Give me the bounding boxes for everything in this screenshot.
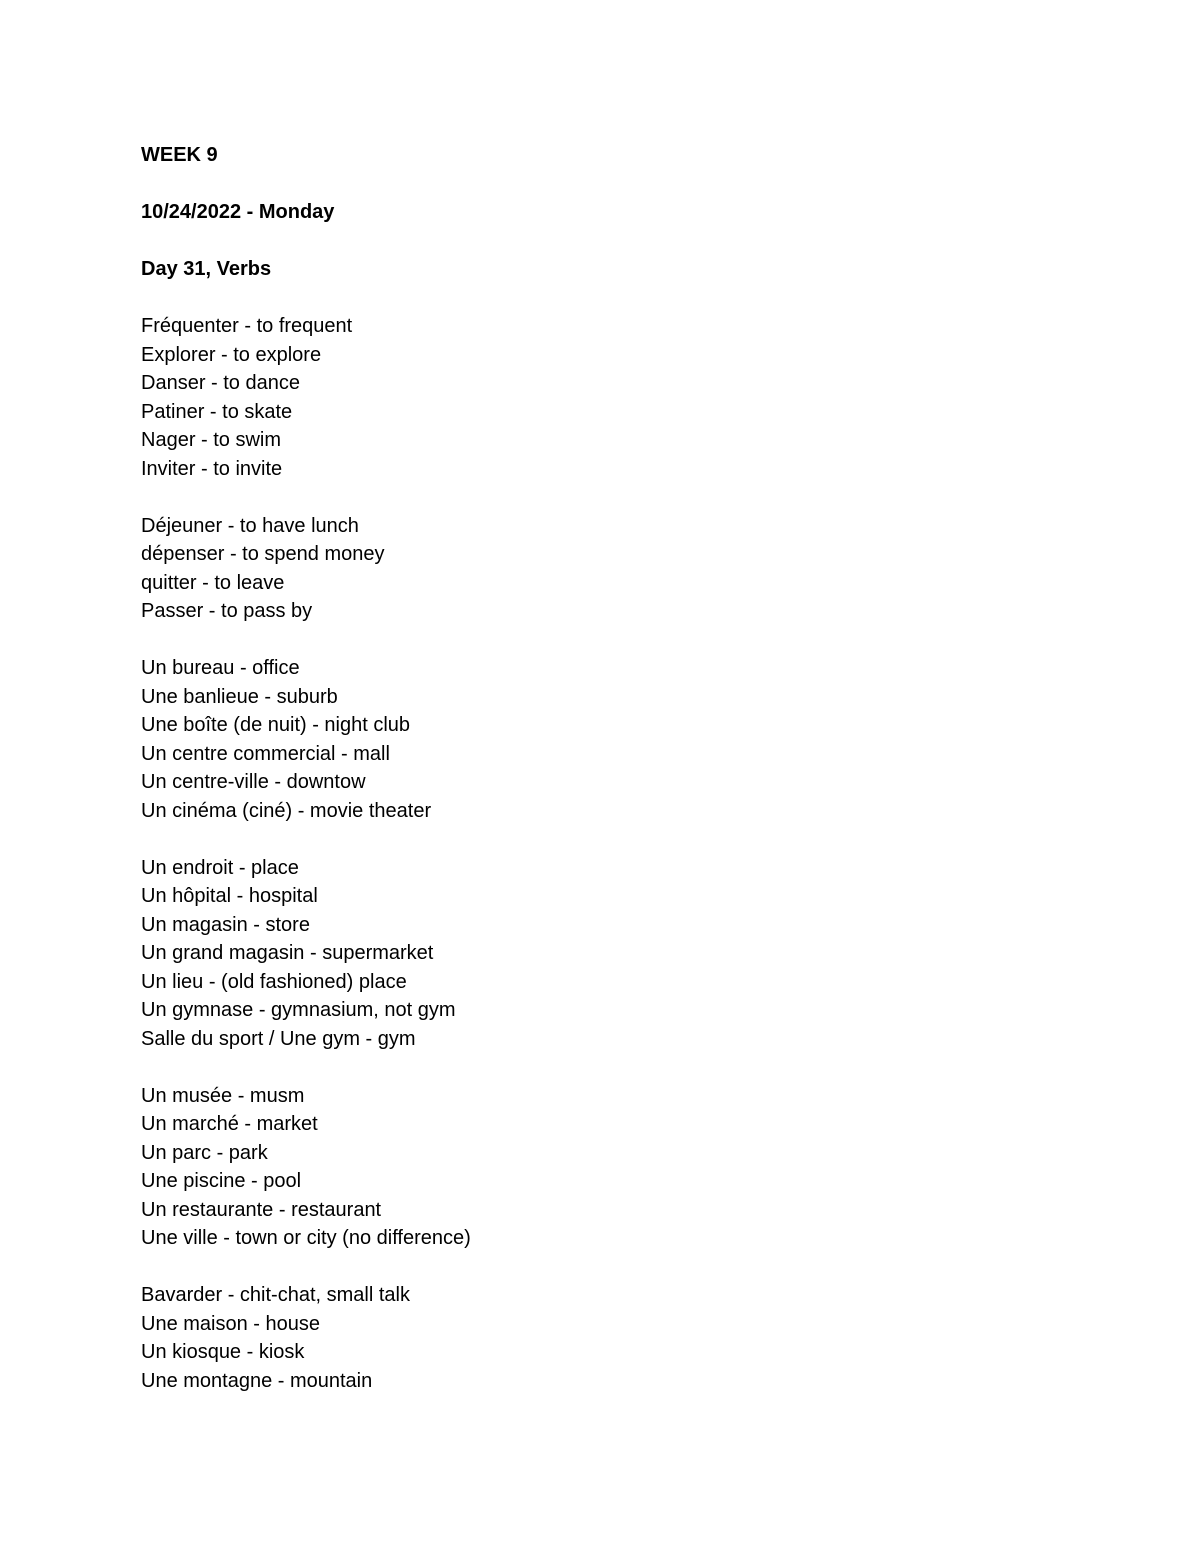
vocab-line: Danser - to dance — [141, 372, 300, 394]
vocab-group-places-2 — [141, 854, 1041, 1054]
day-heading: Day 31, Verbs — [141, 258, 272, 280]
document-body — [141, 141, 1041, 1395]
vocab-line: Bavarder - chit-chat, small talk — [141, 1284, 410, 1306]
vocab-line: Salle du sport / Une gym - gym — [141, 1027, 416, 1050]
vocab-line: Une boîte (de nuit) - night club — [141, 714, 411, 736]
vocab-line: Déjeuner - to have lunch — [141, 514, 359, 537]
vocab-line: Une piscine - pool — [141, 1170, 302, 1192]
vocab-line: Un centre commercial - mall — [141, 742, 390, 765]
vocab-line: Passer - to pass by — [141, 600, 313, 622]
vocab-group-places-3 — [141, 1082, 1041, 1253]
spacer — [141, 626, 1041, 655]
vocab-line: Un bureau - office — [141, 657, 300, 679]
vocab-line: Un lieu - (old fashioned) place — [141, 970, 407, 993]
vocab-line: Explorer - to explore — [141, 343, 322, 366]
vocab-line: dépenser - to spend money — [141, 543, 385, 565]
vocab-line: Inviter - to invite — [141, 457, 283, 480]
vocab-line: Un cinéma (ciné) - movie theater — [141, 799, 432, 822]
vocab-line: Un grand magasin - supermarket — [141, 942, 434, 964]
vocab-line: Patiner - to skate — [141, 400, 293, 423]
spacer — [141, 284, 1041, 313]
vocab-line: Une montagne - mountain — [141, 1369, 373, 1392]
date-heading: 10/24/2022 - Monday — [141, 201, 335, 223]
vocab-group-misc — [141, 1281, 1041, 1395]
vocab-line: Un marché - market — [141, 1113, 318, 1135]
vocab-line: quitter - to leave — [141, 571, 285, 594]
vocab-line: Un gymnase - gymnasium, not gym — [141, 999, 456, 1021]
vocab-line: Un hôpital - hospital — [141, 885, 318, 907]
vocab-group-verbs-activities — [141, 312, 1041, 483]
spacer — [141, 825, 1041, 854]
vocab-group-places-1 — [141, 654, 1041, 825]
vocab-group-verbs-daily — [141, 512, 1041, 626]
vocab-line: Fréquenter - to frequent — [141, 315, 353, 337]
vocab-line: Un centre-ville - downtow — [141, 771, 366, 793]
vocab-line: Un parc - park — [141, 1141, 268, 1164]
vocab-line: Un magasin - store — [141, 913, 310, 936]
vocab-line: Une banlieue - suburb — [141, 685, 338, 708]
vocab-line: Une maison - house — [141, 1312, 320, 1335]
spacer — [141, 483, 1041, 512]
spacer — [141, 1253, 1041, 1282]
vocab-line: Une ville - town or city (no difference) — [141, 1227, 471, 1249]
spacer — [141, 170, 1041, 199]
vocab-line: Un musée - musm — [141, 1084, 305, 1107]
spacer — [141, 1053, 1041, 1082]
vocab-line: Un restaurante - restaurant — [141, 1198, 382, 1221]
vocab-line: Nager - to swim — [141, 429, 282, 451]
vocab-line: Un kiosque - kiosk — [141, 1341, 305, 1363]
week-heading: WEEK 9 — [141, 144, 218, 166]
vocab-line: Un endroit - place — [141, 856, 299, 879]
spacer — [141, 227, 1041, 256]
